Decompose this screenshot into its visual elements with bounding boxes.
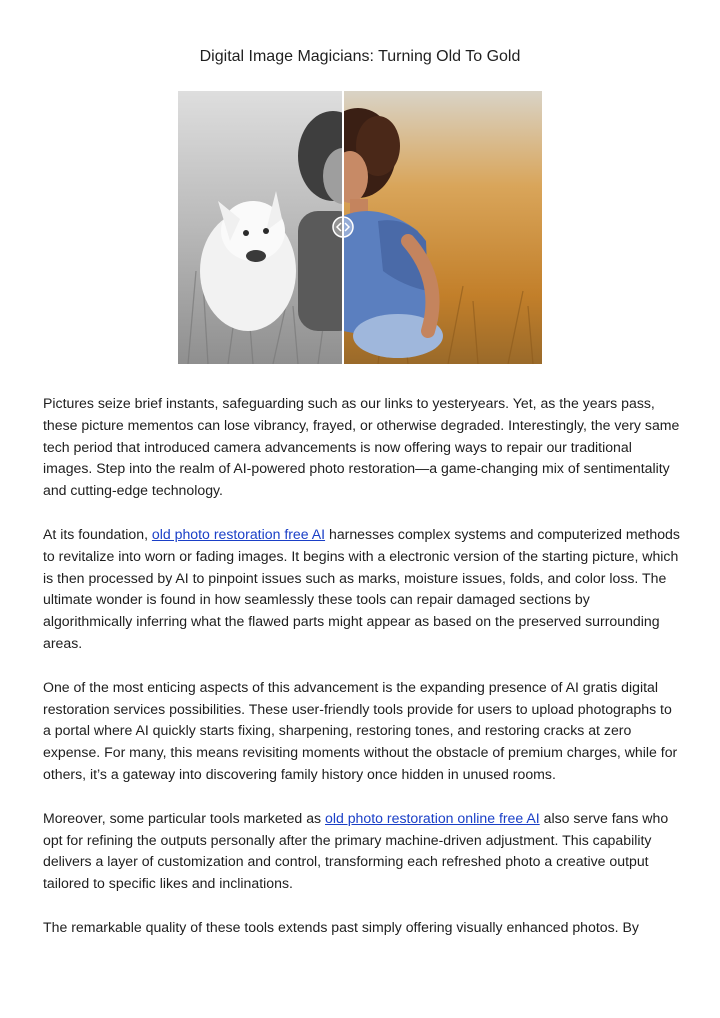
comparison-photo (178, 91, 542, 364)
hero-image (178, 91, 542, 364)
comparison-slider-handle[interactable] (333, 217, 353, 237)
page-title: Digital Image Magicians: Turning Old To Gold (199, 48, 521, 65)
paragraph-2: At its foundation, old photo restoration free AI harnesses complex systems and computerized methods to revitalize into worn or fading images. It begins with a electronic version of the starting picture, which is then processed by AI to pinpoint issues such as marks, moisture issues, folds, and color loss. The ultimate wonder is found in how seamlessly these tools can repair damaged sections by algorithmically inferring what the flawed parts might appear as based on the preserved surrounding areas. (43, 525, 680, 651)
restoration-online-free-ai-link[interactable]: old photo restoration online free AI (325, 809, 540, 826)
paragraph-3: One of the most enticing aspects of this advancement is the expanding presence of AI gratis digital restoration services possibilities. These user-friendly tools provide for users to upload photographs to a portal where AI quickly starts fixing, sharpening, restoring tones, and restoring cracks at zero expense. For many, this means revisiting moments without the obstacle of premium charges, while for others, it’s a gateway into discovering family history once hidden in unused rooms. (43, 678, 678, 782)
restoration-free-ai-link[interactable]: old photo restoration free AI (151, 525, 326, 542)
paragraph-1: Pictures seize brief instants, safeguarding such as our links to yesteryears. Yet, as the years pass, these picture mementos can lose vibrancy, frayed, or otherwise degraded. Interestingly, the very same tech period that introduced camera advancements is now offering ways to repair our traditional images. Step into the realm of AI-powered photo restoration—a game-changing mix of sentimentality and cutting-edge technology. (43, 395, 680, 499)
paragraph-5: The remarkable quality of these tools extends past simply offering visually enhanced photos. By (43, 918, 639, 935)
article-body (43, 393, 683, 961)
paragraph-4: Moreover, some particular tools marketed as old photo restoration online free AI also serve fans who opt for refining the outputs personally after the primary machine-driven adjustment. This capability delivers a layer of customization and control, transforming each refreshed photo a creative output tailored to specific likes and inclinations. (43, 809, 669, 892)
